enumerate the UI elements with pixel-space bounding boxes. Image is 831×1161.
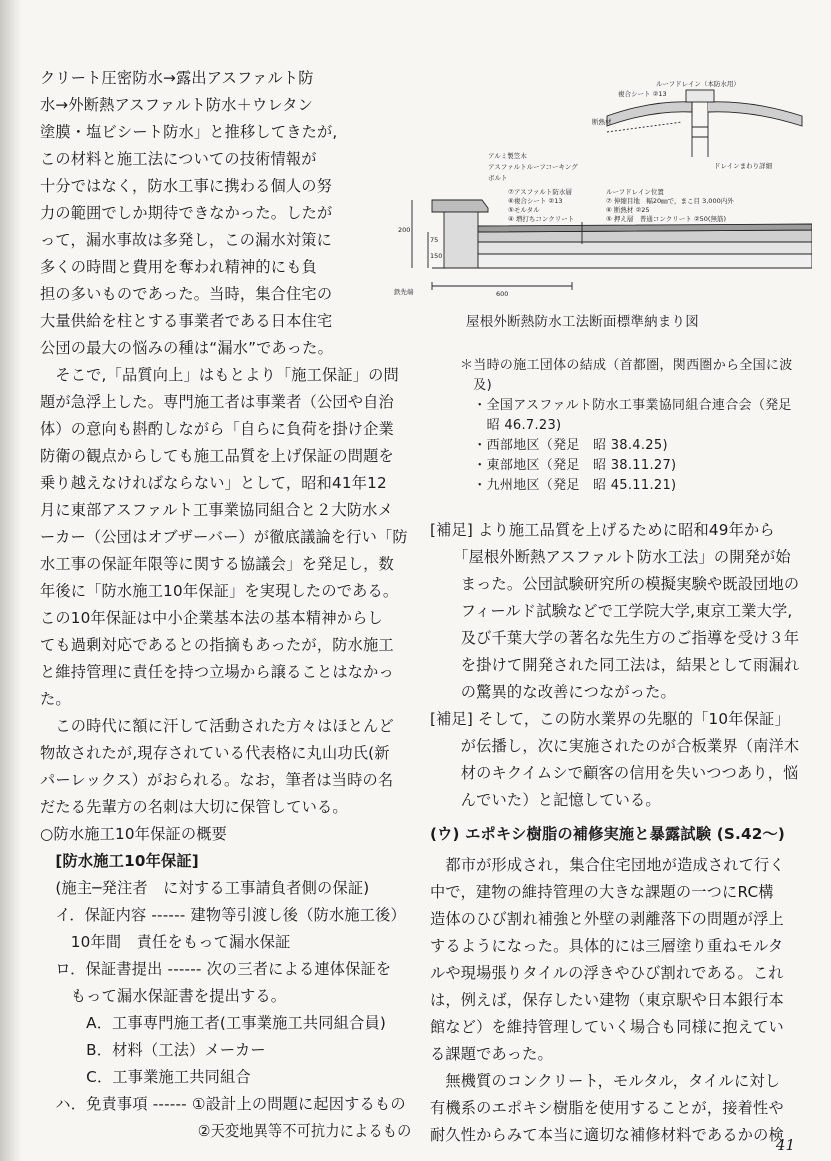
note-line: 及) [460, 378, 492, 393]
list-item: 10年間 責任をもって漏水保証 [40, 933, 291, 951]
body-text-line: するようになった。具体的には三層塗り重ねモルタ [430, 937, 784, 955]
body-text-line: フィールド試験などで工学院大学,東京工業大学, [430, 602, 793, 620]
callout-aluminum-coping: アルミ製笠木 [488, 152, 527, 160]
body-text-line: 塗膜・塩ビシート防水」と推移してきたが, [40, 123, 338, 141]
roof-section-drawing [392, 72, 812, 308]
body-text-line: そこで,「品質向上」はもとより「施工保証」の問 [40, 366, 399, 384]
body-text-line: 大量供給を柱とする事業者である日本住宅 [40, 312, 333, 330]
body-text-line: 年後に「防水施工10年保証」を実現したのである。 [40, 582, 399, 600]
body-text-line: まった。公団試験研究所の模擬実験や既設団地の [430, 575, 800, 593]
body-text-line: の驚異的な改善につながった。 [430, 683, 676, 701]
body-text-line: だたる先輩方の名刺は大切に保管している。 [40, 798, 348, 816]
body-text-line: 館など）を維持管理していく場合も同様に抱えてい [430, 1018, 784, 1036]
body-text-line: 物故されたが,現存されている代表格に丸山功氏(新 [40, 744, 390, 762]
callout-caulking: アスファルトルーフコーキング [488, 163, 578, 171]
list-item: ハ．免責事項 ------ ①設計上の問題に起因するもの [40, 1095, 406, 1113]
body-text-line: 多くの時間と費用を奪われ精神的にも負 [40, 258, 317, 276]
list-item: ②天変地異等不可抗力によるもの [40, 1122, 412, 1140]
body-text-line: 題が急浮上した。専門施工者は事業者（公団や自治 [40, 393, 394, 411]
body-text-line: ても過剰対応であるとの指摘もあったが，防水施工 [40, 636, 394, 654]
body-text-line: 公団の最大の悩みの種は“漏水”であった。 [40, 339, 333, 357]
callout-bolt: ボルト [488, 174, 508, 182]
body-text-line: この材料と施工法についての技術情報が [40, 150, 317, 168]
callout-concrete: ④ 増打ちコンクリート [508, 215, 575, 223]
callout-drain-detail: ドレインまわり詳細 [714, 162, 773, 170]
body-text-line: [補足] そして，この防水業界の先駆的「10年保証」 [430, 710, 790, 728]
body-text-line: ルや現場張りタイルの浮きやひび割れである。これ [430, 964, 784, 982]
callout-mortar: ⑤モルタル [508, 206, 540, 214]
body-text-line: が伝播し，次に実施されたのが合板業界（南洋木 [430, 737, 800, 755]
body-text-line: た。 [40, 690, 71, 708]
note-line: ・西部地区（発足 昭 38.4.25) [460, 438, 668, 453]
drain-detail [607, 90, 802, 157]
page-number: 41 [775, 1136, 795, 1154]
body-text-line: って，漏水事故は多発し，この漏水対策に [40, 231, 333, 249]
body-text-line: 及び千葉大学の著名な先生方のご指導を受け３年 [430, 629, 800, 647]
body-text-line: 造体のひび割れ補強と外壁の剥離落下の問題が浮上 [430, 910, 784, 928]
list-item: ロ．保証書提出 ------ 次の三者による連体保証を [40, 960, 392, 978]
body-text-line: 十分ではなく，防水工事に携わる個人の努 [40, 177, 333, 195]
body-text-line: る課題であった。 [430, 1045, 553, 1063]
callout-waterproof-layer: ⑦アスファルト防水層 [508, 188, 572, 196]
callout-expansion-joint: ⑦ 伸縮目地 幅20㎜で，まこ目 3,000内外 [606, 197, 734, 205]
body-text-line: 担の多いものであった。当時，集合住宅の [40, 285, 333, 303]
callout-composite-sheet: 複合シート ②13 [618, 90, 667, 98]
body-text-line: 材のキクイムシで顧客の信用を失いつつあり，悩 [430, 764, 799, 782]
dimension-150: 150 [430, 252, 443, 260]
body-text-line: 体）の意向も斟酌しながら「自らに負荷を掛け企業 [40, 420, 394, 438]
body-text-line: 耐久性からみて本当に適切な補修材料であるかの検 [430, 1126, 784, 1144]
section-heading: ○防水施工10年保証の概要 [40, 825, 228, 843]
note-line: ・九州地区（発足 昭 45.11.21) [460, 478, 677, 493]
list-item: C．工事業施工共同組合 [40, 1068, 251, 1086]
body-text-line: を掛けて開発された同工法は，結果として雨漏れ [430, 656, 800, 674]
body-text-line: 防衛の観点からしても施工品質を上げ保証の問題を [40, 447, 394, 465]
list-item: イ．保証内容 ------ 建物等引渡し後（防水施工後） [40, 906, 406, 924]
body-text-line: 無機質のコンクリート，モルタル，タイルに対し [430, 1072, 781, 1090]
note-line: ・東部地区（発足 昭 38.11.27) [460, 458, 677, 473]
body-text-line: 中で，建物の維持管理の大きな課題の一つにRC構 [430, 883, 774, 901]
list-item: A．工事専門施工者(工事業施工共同組合員) [40, 1014, 386, 1032]
body-text-line: 水工事の保証年限等に関する協議会」を発足し，数 [40, 555, 394, 573]
body-text-line: この10年保証は中小企業基本法の基本精神からし [40, 609, 383, 627]
callout-drain-position: ルーフドレイン位置 [606, 188, 664, 196]
body-text-line: 乗り越えなければならない」として，昭和41年12 [40, 474, 387, 492]
body-text-line: (施主─発注者 に対する工事請負者側の保証) [40, 879, 370, 897]
body-text-line: パーレックス）がおられる。なお，筆者は当時の名 [40, 771, 394, 789]
dimension-200: 200 [398, 226, 411, 234]
figure-caption: 屋根外断熱防水工法断面標準納まり図 [466, 314, 699, 330]
note-line: 昭 46.7.23) [460, 418, 562, 433]
callout-roof-drain: ルーフドレイン（本防水用） [656, 80, 740, 88]
callout-protective-layer: ⑤ 押え層 普通コンクリート ②50(無筋) [606, 215, 726, 223]
note-line: ＊当時の施工団体の結成（首都圏，関西圏から全国に波 [460, 358, 793, 373]
body-text-line: 有機系のエポキシ樹脂を使用することが，接着性や [430, 1099, 784, 1117]
body-text-line: は，例えば，保存したい建物（東京駅や日本銀行本 [430, 991, 784, 1009]
body-text-line: 水→外断熱アスファルト防水＋ウレタン [40, 96, 313, 114]
section-heading: (ウ) エポキシ樹脂の補修実施と暴露試験 (S.42～) [430, 825, 786, 843]
callout-composite-sheet-mid: ⑥複合シート ②13 [508, 197, 563, 205]
note-line: ・全国アスファルト防水工事業協同組合連合会（発足 [460, 398, 792, 413]
list-item: B．材料（工法）メーカー [40, 1041, 266, 1059]
dimension-600: 600 [496, 290, 509, 298]
body-text-line: [補足] より施工品質を上げるために昭和49年から [430, 521, 775, 539]
body-text-line: ーカー（公団はオブザーバー）が徹底議論を行い「防 [40, 528, 408, 546]
callout-insulation: 断熱材 [592, 118, 612, 126]
body-text-line: クリート圧密防水→露出アスファルト防 [40, 69, 314, 87]
body-text-line: 「屋根外断熱アスファルト防水工法」の開発が始 [430, 548, 791, 566]
body-text-line: この時代に額に汗して活動された方々はほとんど [40, 717, 394, 735]
book-binding-shadow [0, 0, 22, 1161]
edge-label: 鉄先端 [394, 288, 414, 296]
roof-section-figure [392, 72, 812, 308]
list-item: もって漏水保証書を提出する。 [40, 987, 287, 1005]
subsection-heading: [防水施工10年保証] [40, 852, 199, 870]
body-text-line: 都市が形成され，集合住宅団地が造成されて行く [430, 856, 785, 874]
body-text-line: と維持管理に責任を持つ立場から譲ることはなかっ [40, 663, 394, 681]
callout-insulation-mid: ⑥ 断熱材 ②25 [606, 206, 650, 214]
dimension-75: 75 [430, 236, 439, 244]
body-text-line: 月に東部アスファルト工事業協同組合と２大防水メ [40, 501, 394, 519]
body-text-line: んでいた）と記憶している。 [430, 791, 661, 809]
body-text-line: 力の範囲でしか期待できなかった。したが [40, 204, 333, 222]
